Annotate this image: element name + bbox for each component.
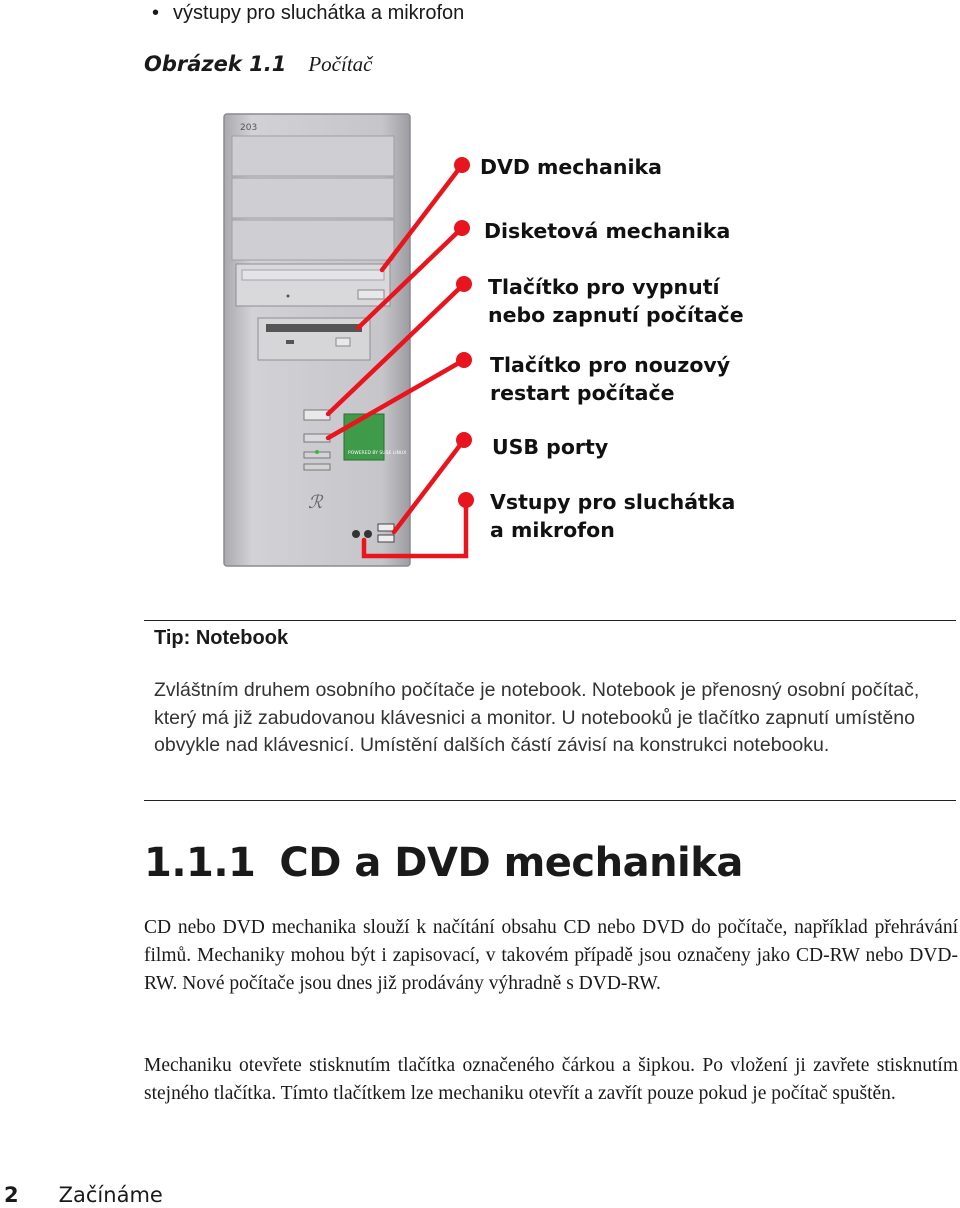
callout-dot: [456, 432, 472, 448]
computer-illustration: [218, 112, 960, 582]
section-heading: [144, 840, 743, 886]
computer-figure: [218, 112, 960, 582]
label-floppy: Disketová mechanika: [484, 219, 731, 243]
case-brand: 203: [240, 123, 258, 133]
section-title: CD a DVD mechanika: [279, 840, 743, 886]
label-usb: USB porty: [492, 435, 609, 459]
chapter-title: Začínáme: [58, 1183, 163, 1207]
label-dvd: DVD mechanika: [480, 155, 662, 179]
section-number: 1.1.1: [144, 840, 256, 886]
callout-dot: [456, 276, 472, 292]
bullet-glyph: •: [152, 2, 160, 24]
body-paragraph: CD nebo DVD mechanika slouží k načítání obsahu CD nebo DVD do počítače, například přehrávání filmů. Mechaniky mohou být i zapisovací, v takovém případě jsou označeny jako CD-RW nebo DVD-RW. Nové počítače jsou dnes již prodávány výhradně s DVD-RW.: [144, 917, 958, 994]
drive-bay: [232, 178, 394, 218]
audio-jack: [352, 530, 360, 538]
drive-bay: [232, 136, 394, 176]
figure-number: Obrázek 1.1: [144, 52, 287, 76]
usb-port: [378, 524, 394, 531]
tip-title: Tip: Notebook: [154, 627, 289, 649]
callout-dot: [454, 220, 470, 236]
label-power: Tlačítko pro vypnutí nebo zapnutí počítače: [488, 275, 744, 327]
page-footer: [4, 1183, 163, 1207]
tip-bottom-rule: [144, 800, 956, 801]
callout-dot: [454, 157, 470, 173]
label-reset: Tlačítko pro nouzový restart počítače: [490, 353, 731, 405]
bullet-item: [152, 2, 464, 25]
callout-dot: [458, 492, 474, 508]
svg-text:ℛ: ℛ: [308, 492, 323, 513]
drive-bay: [232, 220, 394, 260]
usb-port: [378, 535, 394, 542]
callout-dot: [456, 352, 472, 368]
svg-text:POWERED BY SUSE LINUX: POWERED BY SUSE LINUX: [348, 451, 407, 456]
body-paragraph: Mechaniku otevřete stisknutím tlačítka označeného čárkou a šipkou. Po vložení ji zavřete stisknutím stejného tlačítka. Tímto tlačítkem lze mechaniku otevřít a zavřít pouze pokud je počítač spuštěn.: [144, 1055, 958, 1104]
audio-jack: [364, 530, 372, 538]
label-audio: Vstupy pro sluchátka a mikrofon: [490, 490, 736, 542]
page-number: 2: [4, 1183, 19, 1207]
tip-top-rule: [144, 620, 956, 621]
figure-caption: [144, 52, 373, 77]
tip-body: Zvláštním druhem osobního počítače je notebook. Notebook je přenosný osobní počítač, který má již zabudovanou klávesnici a monitor. U notebooků je tlačítko zapnutí umístěno obvykle nad klávesnicí. Umístění dalších částí závisí na konstrukci notebooku.: [154, 679, 920, 756]
dvd-eject-button: [358, 290, 384, 299]
figure-title: Počítač: [308, 52, 373, 76]
bullet-text: výstupy pro sluchátka a mikrofon: [173, 2, 465, 24]
